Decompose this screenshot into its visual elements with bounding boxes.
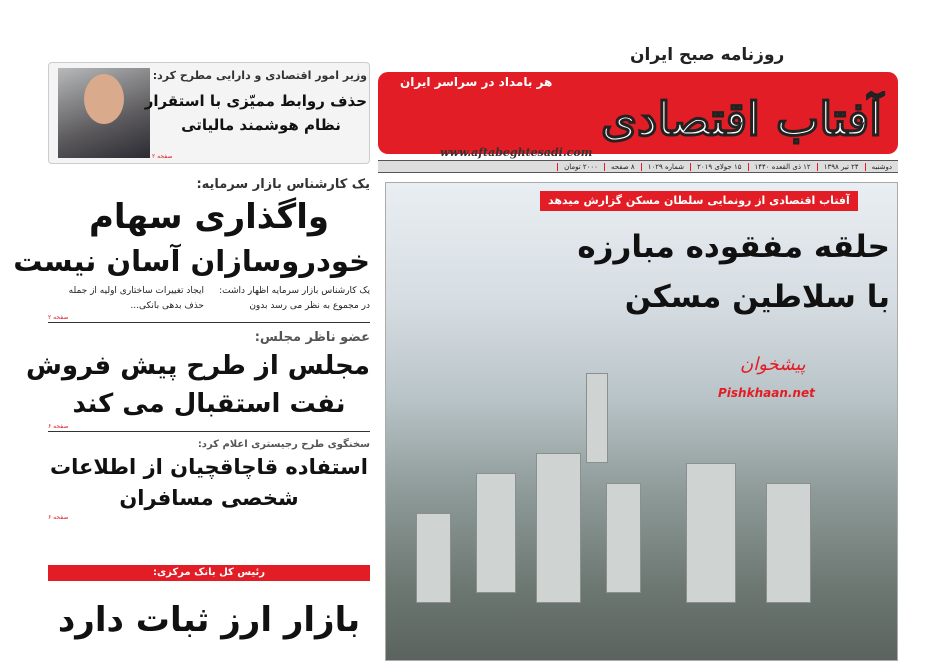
page-ref: صفحه ۶: [48, 423, 69, 430]
main-headline-line1: حلقه مفقوده مبارزه: [577, 229, 890, 265]
kicker: وزیر امور اقتصادی و دارایی مطرح کرد:: [152, 69, 367, 82]
date-bar: [378, 160, 898, 173]
date-lunar: ۱۲ ذی القعده ۱۴۴۰: [748, 163, 817, 171]
headline: واگذاری سهام: [89, 197, 329, 237]
divider: [48, 322, 370, 323]
website-url[interactable]: www.aftabeghtesadi.com: [440, 146, 593, 159]
main-headline[interactable]: [395, 222, 890, 322]
page-ref: صفحه ۲: [152, 153, 173, 160]
masthead-subtitle: روزنامه صبح ایران: [630, 45, 785, 65]
story-minister: [144, 68, 367, 136]
body-text: ایجاد تغییرات ساختاری اولیه از جمله حذف بدهی بانکی...: [68, 286, 204, 311]
headline: استفاده قاچاقچیان از اطلاعات: [50, 455, 368, 479]
headline: مجلس از طرح پیش فروش: [25, 351, 370, 381]
story-oil[interactable]: [25, 329, 370, 432]
headline: نظام هوشمند مالیاتی: [181, 116, 341, 134]
headline: شخصی مسافران: [119, 486, 299, 510]
kicker: سخنگوی طرح رجیستری اعلام کرد:: [197, 439, 370, 450]
central-bank-kicker: رئیس کل بانک مرکزی:: [48, 565, 370, 581]
page-ref: صفحه ۲: [48, 314, 69, 321]
page-count: ۸ صفحه: [604, 163, 641, 171]
kicker: عضو ناظر مجلس:: [254, 330, 370, 345]
price: ۲۰۰۰ تومان: [557, 163, 604, 171]
date-solar: ۲۴ تیر ۱۳۹۸: [817, 163, 865, 171]
main-story-kicker: آفتاب اقتصادی از رونمایی سلطان مسکن گزارش میدهد: [540, 191, 858, 211]
newspaper-logo: آفتاب اقتصادی: [600, 92, 882, 146]
story-registry[interactable]: [48, 438, 370, 522]
masthead-tagline: هر بامداد در سراسر ایران: [400, 75, 553, 89]
currency-headline[interactable]: بازار ارز ثبات دارد: [57, 600, 361, 640]
issue-number: شماره ۱۰۲۹: [641, 163, 690, 171]
weekday: دوشنبه: [865, 163, 898, 171]
left-column-stories: [13, 176, 370, 522]
minister-face: [84, 74, 124, 124]
headline: نفت استقبال می کند: [72, 389, 346, 419]
divider: [48, 431, 370, 432]
kicker: یک کارشناس بازار سرمایه:: [196, 177, 370, 192]
body-text: یک کارشناس بازار سرمایه اظهار داشت: در مجموع به نظر می رسد بدون: [219, 286, 370, 311]
main-headline-line2: با سلاطین مسکن: [624, 279, 890, 315]
page-ref: صفحه ۶: [48, 514, 69, 521]
headline: حذف روابط ممیّزی با استقرار: [144, 92, 367, 110]
date-gregorian: ۱۵ جولای ۲۰۱۹: [690, 163, 747, 171]
headline: خودروسازان آسان نیست: [13, 244, 370, 278]
story-shares[interactable]: [13, 176, 370, 323]
watermark-url: Pishkhaan.net: [718, 386, 815, 400]
watermark-logo: پیشخوان: [740, 354, 806, 375]
